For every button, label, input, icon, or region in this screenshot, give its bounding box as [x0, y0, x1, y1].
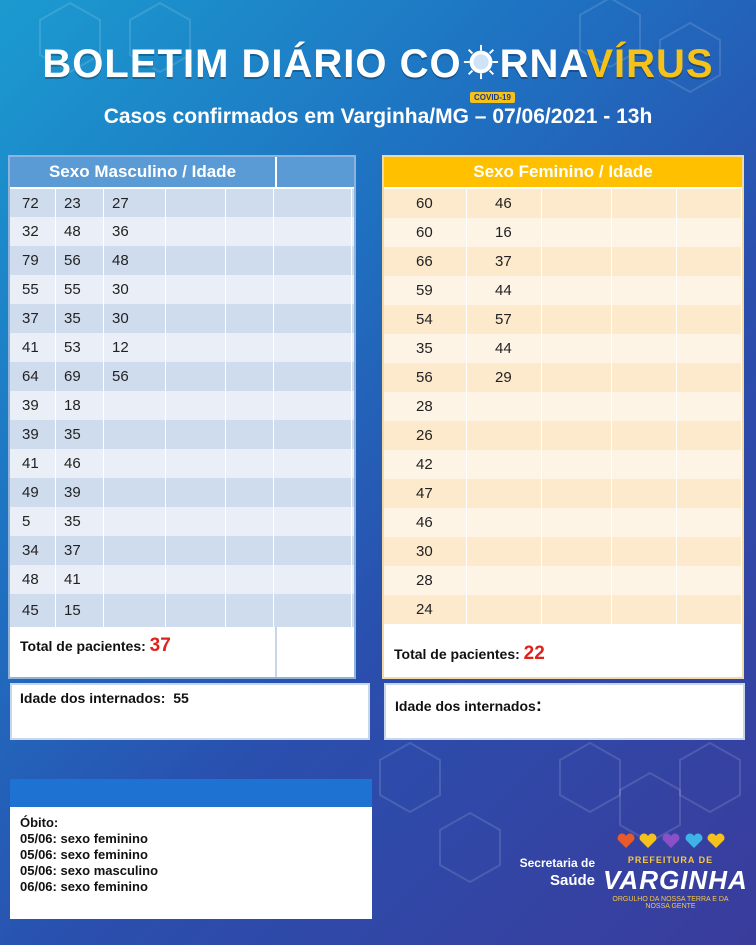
- male-table-row: [10, 362, 354, 391]
- female-age-cell: [542, 218, 612, 247]
- male-age-cell: 41: [10, 333, 56, 362]
- female-table-row: [384, 421, 742, 450]
- male-age-cell: [226, 565, 274, 594]
- female-age-cell: [542, 450, 612, 479]
- female-age-cell: [677, 479, 742, 508]
- male-table-row: [10, 304, 354, 333]
- female-age-cell: 46: [384, 508, 467, 537]
- female-age-cell: 54: [384, 305, 467, 334]
- female-age-cell: 47: [384, 479, 467, 508]
- female-table-row: [384, 508, 742, 537]
- male-age-cell: [226, 189, 274, 217]
- female-table-row: [384, 392, 742, 421]
- male-age-cell: 30: [104, 304, 166, 333]
- male-table-row: [10, 189, 354, 217]
- female-age-cell: [467, 566, 542, 595]
- male-heading: Sexo Masculino / Idade: [48, 162, 237, 181]
- female-age-cell: [677, 189, 742, 218]
- female-age-cell: [542, 566, 612, 595]
- female-age-cell: [677, 537, 742, 566]
- male-table-row: [10, 594, 354, 627]
- male-age-cell: [274, 478, 352, 507]
- female-age-cell: 28: [384, 392, 467, 421]
- female-age-cell: [677, 450, 742, 479]
- male-age-cell: 37: [10, 304, 56, 333]
- male-table-row: [10, 507, 354, 536]
- female-age-cell: [542, 537, 612, 566]
- male-age-cell: [104, 449, 166, 478]
- female-table-row: [384, 566, 742, 595]
- female-age-cell: 60: [384, 189, 467, 218]
- male-age-cell: [226, 536, 274, 565]
- female-total-value: 22: [523, 643, 545, 664]
- male-age-cell: [274, 391, 352, 420]
- male-total-label: Total de pacientes:: [20, 638, 146, 654]
- female-age-cell: [467, 450, 542, 479]
- obito-entry: 05/06: sexo feminino: [20, 847, 148, 862]
- male-age-cell: 72: [10, 189, 56, 217]
- obito-bar: [10, 779, 372, 807]
- female-table-row: [384, 479, 742, 508]
- varginha-logo: [603, 832, 748, 910]
- male-age-cell: 37: [56, 536, 104, 565]
- male-age-cell: [226, 275, 274, 304]
- female-heading: Sexo Feminino / Idade: [473, 162, 653, 181]
- female-age-cell: 42: [384, 450, 467, 479]
- male-age-cell: [166, 449, 226, 478]
- male-table-row: [10, 449, 354, 478]
- female-table: [382, 155, 744, 679]
- male-age-cell: 79: [10, 246, 56, 275]
- female-age-cell: [677, 566, 742, 595]
- male-age-cell: 34: [10, 536, 56, 565]
- male-age-cell: 48: [56, 217, 104, 246]
- male-age-cell: [274, 333, 352, 362]
- female-age-cell: [542, 247, 612, 276]
- male-age-cell: 46: [56, 449, 104, 478]
- male-age-cell: [274, 304, 352, 333]
- female-table-header: [384, 157, 742, 187]
- female-age-cell: 56: [384, 363, 467, 392]
- male-age-cell: 56: [56, 246, 104, 275]
- male-age-cell: [274, 246, 352, 275]
- title-text-4: VÍRUS: [586, 42, 714, 86]
- male-age-cell: 39: [56, 478, 104, 507]
- male-table-row: [10, 565, 354, 594]
- title-text-2: R: [499, 42, 530, 86]
- male-age-cell: [226, 246, 274, 275]
- hearts-icon: [616, 832, 726, 850]
- virus-icon: [462, 43, 500, 81]
- female-age-cell: [542, 479, 612, 508]
- female-age-cell: 30: [384, 537, 467, 566]
- female-age-cell: 46: [467, 189, 542, 218]
- male-age-cell: 18: [56, 391, 104, 420]
- female-age-cell: 37: [467, 247, 542, 276]
- male-age-cell: [274, 449, 352, 478]
- male-age-cell: 45: [10, 594, 56, 627]
- female-age-cell: [467, 479, 542, 508]
- female-age-cell: [612, 363, 677, 392]
- male-age-cell: 35: [56, 420, 104, 449]
- male-age-cell: [274, 217, 352, 246]
- male-age-cell: 48: [10, 565, 56, 594]
- female-table-row: [384, 363, 742, 392]
- male-age-cell: 35: [56, 304, 104, 333]
- female-age-cell: 29: [467, 363, 542, 392]
- slogan: ORGULHO DA NOSSA TERRA E DA NOSSA GENTE: [612, 896, 729, 910]
- obito-entry: 06/06: sexo feminino: [20, 879, 148, 894]
- male-age-cell: 69: [56, 362, 104, 391]
- female-age-cell: [542, 276, 612, 305]
- male-age-cell: [166, 189, 226, 217]
- male-age-cell: 12: [104, 333, 166, 362]
- female-age-cell: [677, 276, 742, 305]
- female-internados-label: Idade dos internados: [395, 698, 536, 714]
- female-age-cell: 44: [467, 334, 542, 363]
- female-total: [394, 643, 545, 665]
- male-age-cell: [226, 420, 274, 449]
- male-age-cell: [226, 333, 274, 362]
- male-age-cell: [104, 565, 166, 594]
- male-table-row: [10, 217, 354, 246]
- female-age-cell: [467, 421, 542, 450]
- female-age-cell: [467, 392, 542, 421]
- obito-title: Óbito:: [20, 815, 59, 830]
- female-age-cell: [542, 595, 612, 624]
- female-age-cell: [612, 276, 677, 305]
- male-age-cell: 41: [56, 565, 104, 594]
- male-age-cell: [274, 536, 352, 565]
- male-age-cell: 55: [10, 275, 56, 304]
- bulletin-title: [0, 42, 756, 87]
- female-age-cell: [677, 421, 742, 450]
- female-age-cell: [612, 189, 677, 218]
- male-total: [20, 635, 171, 657]
- female-table-row: [384, 247, 742, 276]
- female-age-cell: 35: [384, 334, 467, 363]
- male-age-cell: [104, 594, 166, 627]
- female-age-cell: [677, 363, 742, 392]
- secretaria-line2: Saúde: [549, 872, 595, 889]
- male-internados-box: [10, 683, 370, 740]
- female-table-row: [384, 334, 742, 363]
- male-age-cell: [166, 507, 226, 536]
- title-text-3: NA: [529, 42, 587, 86]
- male-age-cell: 35: [56, 507, 104, 536]
- male-age-cell: [274, 594, 352, 627]
- female-age-cell: [612, 450, 677, 479]
- male-table-row: [10, 275, 354, 304]
- male-age-cell: [226, 391, 274, 420]
- male-table-header: [10, 157, 354, 187]
- title-text-1: BOLETIM DIÁRIO CO: [42, 42, 462, 86]
- male-age-cell: [226, 217, 274, 246]
- male-internados-label: Idade dos internados:: [20, 690, 166, 706]
- male-age-cell: [166, 246, 226, 275]
- male-age-cell: 5: [10, 507, 56, 536]
- female-age-cell: [612, 305, 677, 334]
- female-age-cell: [612, 508, 677, 537]
- female-age-cell: 26: [384, 421, 467, 450]
- male-age-cell: [104, 507, 166, 536]
- male-age-cell: [274, 420, 352, 449]
- female-age-cell: [542, 421, 612, 450]
- female-age-cell: 57: [467, 305, 542, 334]
- prefeitura-text: PREFEITURA DE: [627, 855, 714, 865]
- male-age-cell: 27: [104, 189, 166, 217]
- male-age-cell: 56: [104, 362, 166, 391]
- female-age-cell: 44: [467, 276, 542, 305]
- female-age-cell: [612, 537, 677, 566]
- obito-box: [10, 779, 372, 919]
- female-internados-value: :: [535, 695, 542, 715]
- city-name: VARGINHA: [603, 865, 748, 895]
- subtitle: Casos confirmados em Varginha/MG – 07/06/2021 - 13h: [103, 105, 653, 128]
- male-age-cell: [166, 565, 226, 594]
- male-age-cell: [274, 362, 352, 391]
- male-age-cell: 36: [104, 217, 166, 246]
- female-age-cell: 60: [384, 218, 467, 247]
- male-age-cell: [104, 420, 166, 449]
- female-age-cell: [612, 421, 677, 450]
- female-age-cell: [542, 508, 612, 537]
- male-age-cell: 15: [56, 594, 104, 627]
- female-age-cell: [542, 392, 612, 421]
- male-age-cell: [166, 362, 226, 391]
- female-table-row: [384, 537, 742, 566]
- female-age-cell: [677, 334, 742, 363]
- female-age-cell: [542, 189, 612, 218]
- secretaria-line1: Secretaria de: [519, 856, 595, 870]
- obito-entry: 05/06: sexo masculino: [20, 863, 159, 878]
- female-age-cell: [612, 595, 677, 624]
- male-age-cell: [166, 391, 226, 420]
- female-table-row: [384, 189, 742, 218]
- male-age-cell: 39: [10, 391, 56, 420]
- male-age-cell: 53: [56, 333, 104, 362]
- male-age-cell: 30: [104, 275, 166, 304]
- female-age-cell: [612, 392, 677, 421]
- female-age-cell: [677, 247, 742, 276]
- male-age-cell: [166, 275, 226, 304]
- female-age-cell: 59: [384, 276, 467, 305]
- male-age-cell: [104, 536, 166, 565]
- female-age-cell: [612, 247, 677, 276]
- female-table-row: [384, 450, 742, 479]
- female-age-cell: [542, 334, 612, 363]
- male-age-cell: 41: [10, 449, 56, 478]
- male-age-cell: [226, 362, 274, 391]
- female-age-cell: [612, 566, 677, 595]
- male-age-cell: [166, 594, 226, 627]
- female-age-cell: [467, 537, 542, 566]
- male-age-cell: [274, 189, 352, 217]
- male-age-cell: 55: [56, 275, 104, 304]
- male-table-row: [10, 536, 354, 565]
- male-age-cell: 32: [10, 217, 56, 246]
- female-age-cell: 16: [467, 218, 542, 247]
- female-age-cell: [542, 305, 612, 334]
- female-age-cell: [467, 595, 542, 624]
- female-age-cell: 28: [384, 566, 467, 595]
- obito-entry: 05/06: sexo feminino: [20, 831, 148, 846]
- male-age-cell: [104, 478, 166, 507]
- male-age-cell: [274, 507, 352, 536]
- male-age-cell: [166, 420, 226, 449]
- male-age-cell: [226, 507, 274, 536]
- female-age-cell: [612, 334, 677, 363]
- male-age-cell: [104, 391, 166, 420]
- secretaria-saude: [515, 854, 595, 890]
- female-age-cell: [677, 508, 742, 537]
- male-table-row: [10, 478, 354, 507]
- male-age-cell: [226, 478, 274, 507]
- female-age-cell: [677, 595, 742, 624]
- male-table-row: [10, 420, 354, 449]
- male-age-cell: 48: [104, 246, 166, 275]
- female-age-cell: [542, 363, 612, 392]
- male-age-cell: [274, 565, 352, 594]
- male-age-cell: [166, 217, 226, 246]
- male-table-row: [10, 333, 354, 362]
- male-age-cell: [226, 594, 274, 627]
- female-table-row: [384, 305, 742, 334]
- male-age-cell: [166, 478, 226, 507]
- male-table-row: [10, 391, 354, 420]
- male-age-cell: 49: [10, 478, 56, 507]
- male-total-value: 37: [149, 635, 171, 656]
- footer-logo: [515, 830, 748, 910]
- female-age-cell: [612, 218, 677, 247]
- male-table: [8, 155, 356, 679]
- female-age-cell: [677, 218, 742, 247]
- male-age-cell: [166, 304, 226, 333]
- male-age-cell: [274, 275, 352, 304]
- male-internados-value: 55: [173, 690, 189, 706]
- female-table-row: [384, 595, 742, 624]
- female-age-cell: [677, 392, 742, 421]
- male-age-cell: 64: [10, 362, 56, 391]
- covid-tag: COVID-19: [470, 92, 515, 103]
- male-age-cell: 39: [10, 420, 56, 449]
- male-age-cell: [226, 449, 274, 478]
- female-age-cell: 66: [384, 247, 467, 276]
- female-internados-box: [384, 683, 745, 740]
- female-total-label: Total de pacientes:: [394, 646, 520, 662]
- female-table-row: [384, 276, 742, 305]
- male-table-row: [10, 246, 354, 275]
- female-age-cell: [677, 305, 742, 334]
- male-age-cell: [166, 536, 226, 565]
- male-age-cell: [166, 333, 226, 362]
- female-age-cell: 24: [384, 595, 467, 624]
- female-age-cell: [467, 508, 542, 537]
- male-age-cell: 23: [56, 189, 104, 217]
- female-table-row: [384, 218, 742, 247]
- male-age-cell: [226, 304, 274, 333]
- female-age-cell: [612, 479, 677, 508]
